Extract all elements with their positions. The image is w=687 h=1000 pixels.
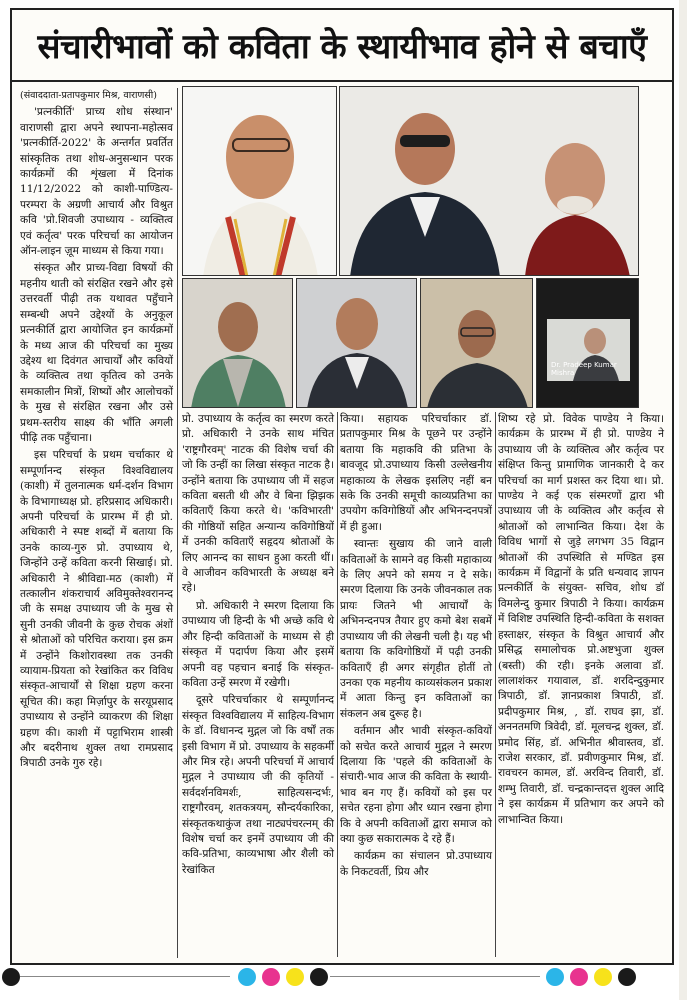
paragraph: वर्तमान और भावी संस्कृत-कवियों को सचेत करते आचार्य मुद्गल ने स्मरण दिलाया कि 'पहले की कविताओं के संचारी-भाव आज की कविता के स्थायी-भाव बन गए हैं। कवियों को इस पर सचेत रहना होगा और ध्यान रखना होगा कि वे अपनी कविताओं द्वारा समाज को क्या कुछ सकारात्मक दे रहे हैं। (340, 725, 492, 845)
portrait-illustration (340, 87, 639, 276)
newspaper-clipping (10, 8, 674, 965)
article-column-2 (182, 412, 334, 957)
paragraph: स्वान्तः सुखाय की जाने वाली कविताओं के सामने वह किसी महाकाव्य के लिए अपने को समय न दे सके। स्मरण दिलाया कि उनके जीवनकाल तक प्रायः जितने भी आचार्यों के अभिनन्दनपत्र तैयार हुए कमो बेश सबमें उपाध्याय जी की लेखनी चली है। यह भी बताया कि कविगोष्ठियों में पढ़ी उनकी कविताएँ ही अगर संगृहीत होतीं तो उनका एक महनीय काव्यसंकलन प्रकाश में आता किन्तु इन कविताओं का संकलन अब दुरूह है। (340, 538, 492, 720)
headline: संचारीभावों को कविता के स्थायीभाव होने से बचाएँ (12, 10, 672, 82)
article-column-1 (20, 88, 173, 958)
portrait-illustration (537, 279, 639, 408)
registration-mark (262, 968, 280, 986)
crop-line (20, 976, 230, 977)
column-divider (337, 412, 338, 957)
registration-mark (286, 968, 304, 986)
photo-speaker-1 (182, 86, 337, 276)
photo-zoom-tile-3 (420, 278, 533, 408)
portrait-illustration (183, 279, 293, 408)
registration-mark (238, 968, 256, 986)
byline: (संवाददाता-प्रतापकुमार मिश्र, वाराणसी) (20, 90, 157, 101)
paragraph: प्रो. उपाध्याय के कर्तृत्व का स्मरण करते प्रो. अधिकारी ने उनके साथ मंचित 'राष्ट्रगौरवम्' नाटक की विशेष चर्चा की जो कि उन्हीं का लिखा संस्कृत नाटक है। उन्होंने बताया कि उपाध्याय जी में सहज कविता बसती थी और वे बिना झिझक कविताएँ किया करते थे। 'कविभारती' की गोष्ठियों सहित अन्यान्य कविगोष्ठियों में उनकी कविताएँ सहृदय श्रोताओं के लिए आनन्द का साधन हुआ करती थीं। वे आजीवन कविभारती के अध्यक्ष बने रहे। (182, 413, 334, 595)
column-divider (177, 88, 178, 958)
paragraph: संस्कृत और प्राच्य-विद्या विषयों की महनीय थाती को संरक्षित रखने और इसे उत्तरवर्ती पीढ़ी तक यथावत पहुँचाने सम्बन्धी अपने उद्देश्यों के अनुकूल प्रत्नकीर्ति द्वारा आयोजित इन कार्यक्रमों के मध्य आज की परिचर्चा का मुख्य उद्देश्य था दिवंगत आचार्यों और कवियों के व्यक्तित्व तथा कृतित्व को उनके समकालीन मित्रों, शिष्यों और आलोचकों के मुख से संरक्षित रखना और उसे प्रथम-स्तरीय साक्ष्य की भाँति अगली पीढ़ि तक पहुँचाना। (20, 262, 173, 444)
registration-mark (618, 968, 636, 986)
paragraph: शिष्य रहे प्रो. विवेक पाण्डेय ने किया। कार्यक्रम के प्रारम्भ में ही प्रो. पाण्डेय ने उपाध्याय जी के व्यक्तित्व और कर्तृत्व पर संक्षिप्त किन्तु प्रामाणिक जानकारी दे कर परिचर्चा का मार्ग प्रशस्त कर दिया था। प्रो. पाण्डेय ने कई एक संस्मरणों द्वारा भी उपाध्याय जी के व्यक्तित्व और कर्तृत्व से श्रोताओं को लाभान्वित किया। देश के विविध भागों से जुड़े लगभग 35 विद्वान श्रोताओं की उपस्थिति से मण्डित इस कार्यक्रम में विद्वानों के प्रति धन्यवाद ज्ञापन प्रत्नकीर्ति के संयुक्त- सचिव, शोध डॉ विमलेन्दु कुमार त्रिपाठी ने किया। कार्यक्रम में विशिष्ट उपस्थिति हिन्दी-कविता के सशक्त हस्ताक्षर, संस्कृत के विश्रुत आचार्य और प्रसिद्ध समालोचक प्रो.अष्टभुजा शुक्ल (बस्ती) की रही। इनके अलावा डॉ. लालाशंकर गयावाल, डॉ. शरदिन्दुकुमार त्रिपाठी, डॉ. ज्ञानप्रकाश त्रिपाठी, डॉ. प्रदीपकुमार मिश्र, , डॉ. राघव झा, डॉ. अननतमणि त्रिवेदी, डॉ. मूलचन्द्र शुक्ल, डॉ. प्रमोद सिंह, डॉ. अभिनीत श्रीवास्तव, डॉ. राजेश सरकार, डॉ. प्रवीणकुमार मिश्र, डॉ. रावचरन कामल, डॉ. अरविन्द तिवारी, डॉ. शम्भु तिवारी, डॉ. चन्द्रकान्तदत्त शुक्ल आदि ने इस कार्यक्रम में प्रतिभाग कर अपने को लाभान्वित किया। (498, 413, 664, 826)
registration-mark (570, 968, 588, 986)
paragraph: इस परिचर्चा के प्रथम चर्चाकार थे सम्पूर्णानन्द संस्कृत विश्वविद्यालय (काशी) में तुलनात्मक धर्म-दर्शन विभाग के विभागाध्यक्ष प्रो. हरिप्रसाद अधिकारी। अपनी परिचर्चा के प्रारम्भ में ही प्रो. अधिकारी ने स्पष्ट शब्दों में बताया कि उनके काव्य-गुरु प्रो. उपाध्याय थे, जिन्होंने उन्हें कविता करनी सिखाई। प्रो. अधिकारी ने श्रीविद्या-मठ (काशी) में तत्कालीन शंकराचार्य अविमुक्तेश्वरानन्द जी के समक्ष उपाध्याय जी के मुख से सुनी उनकी जीवनी के कुछ रोचक अंशों से श्रोताओं को परिचित कराया। इस क्रम में उन्होंने किशोरावस्था तक उनकी व्यायाम-प्रियता को रेखांकित कर विविध संस्कृत-आचार्यों से शिक्षा ग्रहण करना सूचित की। कहा मिर्ज़ापुर के सरयूप्रसाद उपाध्याय से उन्होंने व्याकरण की शिक्षा ग्रहण की। काशी में पट्टाभिराम शास्त्री और बदरीनाथ शुक्ल तथा रामप्रसाद त्रिपाठी उनके गुरु रहे। (20, 449, 173, 770)
crop-line (330, 976, 540, 977)
photo-speakers-2-3 (339, 86, 639, 276)
paragraph: 'प्रत्नकीर्ति' प्राच्य शोध संस्थान' वाराणसी द्वारा अपने स्थापना-महोत्सव 'प्रत्नकीर्ति-2022' के अन्तर्गत प्रवर्तित सांस्कृतिक तथा शोध-अनुसन्धान परक कार्यक्रमों की शृंखला में दिनांक 11/12/2022 को काशी-पाण्डित्य-परम्परा के अग्रणी आचार्य और विश्रुत कवि 'प्रो.शिवजी उपाध्याय - व्यक्तित्व एवं कर्तृत्व' परक परिचर्चा का आयोजन ऑन-लाइन ज़ूम माध्यम से किया गया। (20, 106, 173, 258)
registration-mark (2, 968, 20, 986)
page-edge-strip (679, 0, 687, 1000)
photo-name-label: Dr. Pradeep Kumar Mishra (551, 361, 617, 377)
paragraph: किया। सहायक परिचर्चाकार डॉ. प्रतापकुमार मिश्र के पूछने पर उन्होंने बताया कि महाकवि की प्रतिभा के बावजूद प्रो.उपाध्याय किसी उल्लेखनीय महाकाव्य के लेखक इसलिए नहीं बन सके कि उनकी समूची काव्यप्रतिभा का उपयोग कविगोष्ठियों और अभिनन्दनपत्रों में ही हुआ। (340, 413, 492, 533)
registration-mark (594, 968, 612, 986)
paragraph: कार्यक्रम का संचालन प्रो.उपाध्याय के निकटवर्ती, प्रिय और (340, 850, 492, 878)
photo-zoom-tile-2 (296, 278, 417, 408)
article-column-4 (498, 412, 664, 957)
registration-mark (310, 968, 328, 986)
paragraph: दूसरे परिचर्चाकार थे सम्पूर्णानन्द संस्कृत विश्वविद्यालय में साहित्य-विभाग के डॉ. विधानन्द मुद्गल जो कि वर्षों तक इसी विभाग में प्रो. उपाध्याय के सहकर्मी और मित्र रहे। अपनी परिचर्चा में आचार्य मुद्गल ने उपाध्याय जी की कृतियों - सर्वदर्शनविमर्शः, साहित्यसन्दर्भः, राष्ट्रगौरवम्, शतकत्रयम्, सौन्दर्यकारिका, संस्कृतकथाकुंज तथा नाट्यपंचरत्नम् की विशेष चर्चा कर इनमें उपाध्याय जी की कवि-प्रतिभा, काव्यभाषा और शैली को रेखांकित (182, 694, 334, 876)
portrait-illustration (297, 279, 417, 408)
registration-mark (546, 968, 564, 986)
article-column-3 (340, 412, 492, 957)
photo-zoom-tile-1 (182, 278, 293, 408)
paragraph: प्रो. अधिकारी ने स्मरण दिलाया कि उपाध्याय जी हिन्दी के भी अच्छे कवि थे और हिन्दी कविताओं के माध्यम से ही संस्कृत में पदार्पण किया और इसमें अपनी वह पहचान बनाई कि संस्कृत-कविता उन्हें स्मरण में रखेगी। (182, 599, 334, 689)
portrait-illustration (183, 87, 337, 276)
portrait-illustration (421, 279, 533, 408)
photo-zoom-tile-4 (536, 278, 639, 408)
column-divider (495, 412, 496, 957)
